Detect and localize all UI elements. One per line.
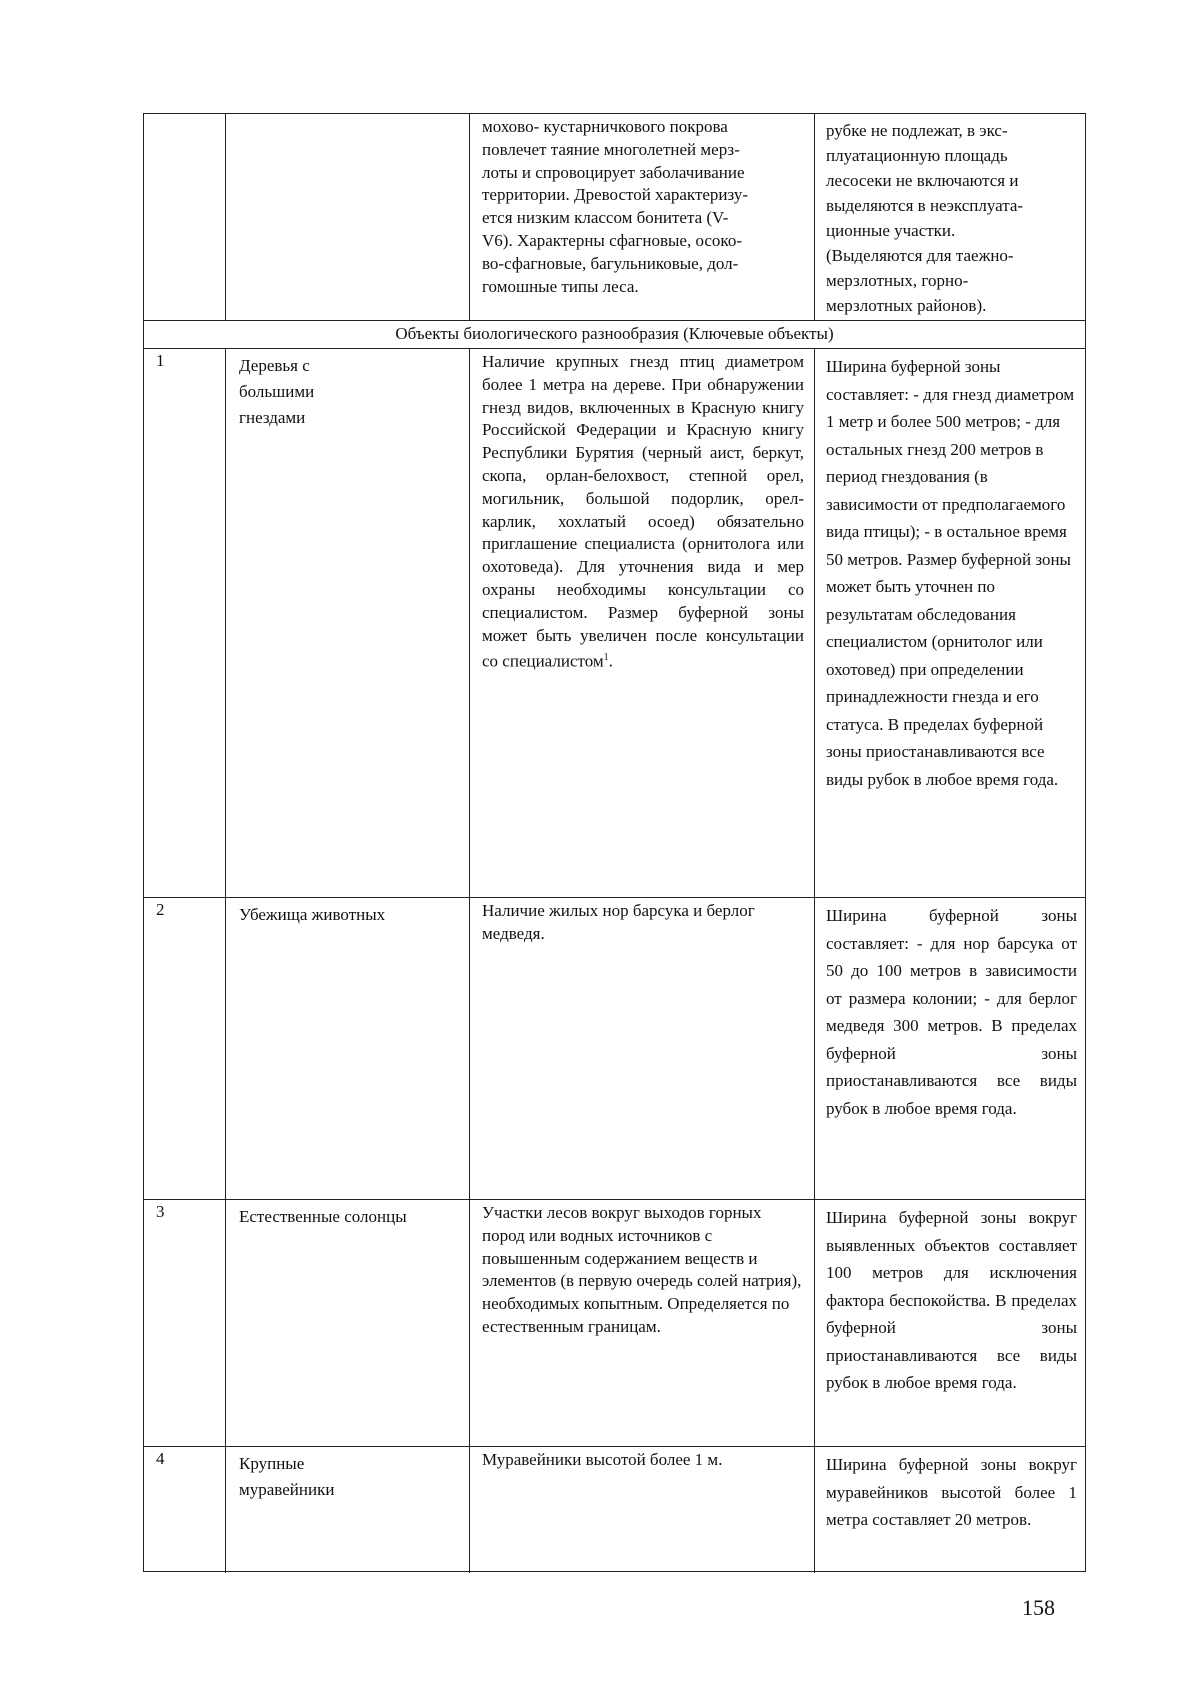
note-line: ционные участки. [826, 221, 956, 240]
description-line: мохово- кустарничкового покрова [482, 117, 728, 136]
name-cell [226, 114, 470, 320]
page-number: 158 [1022, 1595, 1055, 1620]
object-name: Естественные солонцы [226, 1200, 470, 1446]
object-description: Муравейники высотой более 1 м. [470, 1447, 815, 1573]
table-row [144, 114, 1085, 320]
object-description [470, 349, 815, 897]
note-line: рубке не подлежат, в экс- [826, 121, 1008, 140]
table-row [144, 1199, 1085, 1446]
description-line: во-сфагновые, багульниковые, дол- [482, 253, 739, 273]
section-title: Объекты биологического разнообразия (Ключевые объекты) [395, 324, 834, 343]
note-line: плуатационную площадь [826, 146, 1008, 165]
number-cell [144, 114, 226, 320]
note-line: выделяются в неэксплуата- [826, 196, 1024, 215]
section-header-row [144, 320, 1085, 348]
description-line: лоты и спровоцирует заболачивание [482, 162, 745, 182]
table-row [144, 897, 1085, 1199]
object-description: Наличие жилых нор барсука и берлог медведя. [470, 898, 815, 1199]
data-table [143, 113, 1086, 1572]
description-line: ется низким классом бонитета (V- [482, 208, 729, 228]
description-cell [470, 114, 815, 320]
description-line: V6). Характерны сфагновые, осоко- [482, 230, 742, 250]
object-buffer-note: Ширина буферной зоны составляет: - для гнезд диаметром 1 метр и более 500 метров; - для остальных гнезд 200 метров в период гнездования (в зависимости от предполагаемого вида птицы); - в остальное время 50 метров. Размер буферной зоны может быть уточнен по результатам обследования специалистом (орнитолог или охотовед) при определении принадлежности гнезда и его статуса. В пределах буферной зоны приостанавливаются все виды рубок в любое время года. [826, 357, 1075, 789]
object-description: Участки лесов вокруг выходов горных пород или водных источников с повышенным содержанием веществ и элементов (в первую очередь солей натрия), необходимых копытным. Определяется по естественным границам. [470, 1200, 815, 1446]
object-name: Крупные муравейники [226, 1447, 470, 1573]
table-row [144, 348, 1085, 897]
object-buffer-note: Ширина буферной зоны вокруг выявленных объектов составляет 100 метров для исключения фактора беспокойства. В пределах буферной зоны приостанавливаются все виды рубок в любое время года. [826, 1208, 1077, 1392]
note-line: мерзлотных, горно- [826, 271, 969, 290]
description-line: гомошные типы леса. [482, 276, 639, 296]
row-number: 3 [144, 1200, 226, 1446]
description-line: территории. Древостой характеризу- [482, 185, 749, 205]
object-buffer-note: Ширина буферной зоны вокруг муравейников высотой более 1 метра составляет 20 метров. [826, 1455, 1077, 1529]
footnote-marker: 1 [603, 652, 609, 664]
description-end: . [608, 652, 613, 672]
row-number: 4 [144, 1447, 226, 1573]
description-text: Наличие крупных гнезд птиц диаметром более 1 метра на дереве. При обнаружении гнезд видов, включенных в Красную книгу Российской Федерации и Красную книгу Республики Бурятия (черный аист, беркут, скопа, орлан-белохвост, степной орел, могильник, большой подорлик, орел-карлик, хохлатый осоед) обязательно приглашение специалиста (орнитолога или охотоведа). Для уточнения вида и мер охраны необходимы консультации со специалистом. Размер буферной зоны может быть увеличен после консультации со специалистом [482, 352, 804, 672]
table-row [144, 1446, 1085, 1573]
row-number: 1 [144, 349, 226, 897]
object-buffer-note: Ширина буферной зоны составляет: - для нор барсука от 50 до 100 метров в зависимости от размера колонии; - для берлог медведя 300 метров. В пределах буферной зоны приостанавливаются все виды рубок в любое время года. [826, 906, 1077, 1118]
note-line: мерзлотных районов). [826, 296, 987, 315]
object-name: Убежища животных [226, 898, 470, 1199]
object-name: Деревья с большими гнездами [226, 349, 470, 897]
description-line: повлечет таяние многолетней мерз- [482, 139, 740, 159]
note-line: лесосеки не включаются и [826, 171, 1019, 190]
note-cell [815, 114, 1087, 320]
row-number: 2 [144, 898, 226, 1199]
note-line: (Выделяются для таежно- [826, 246, 1014, 265]
